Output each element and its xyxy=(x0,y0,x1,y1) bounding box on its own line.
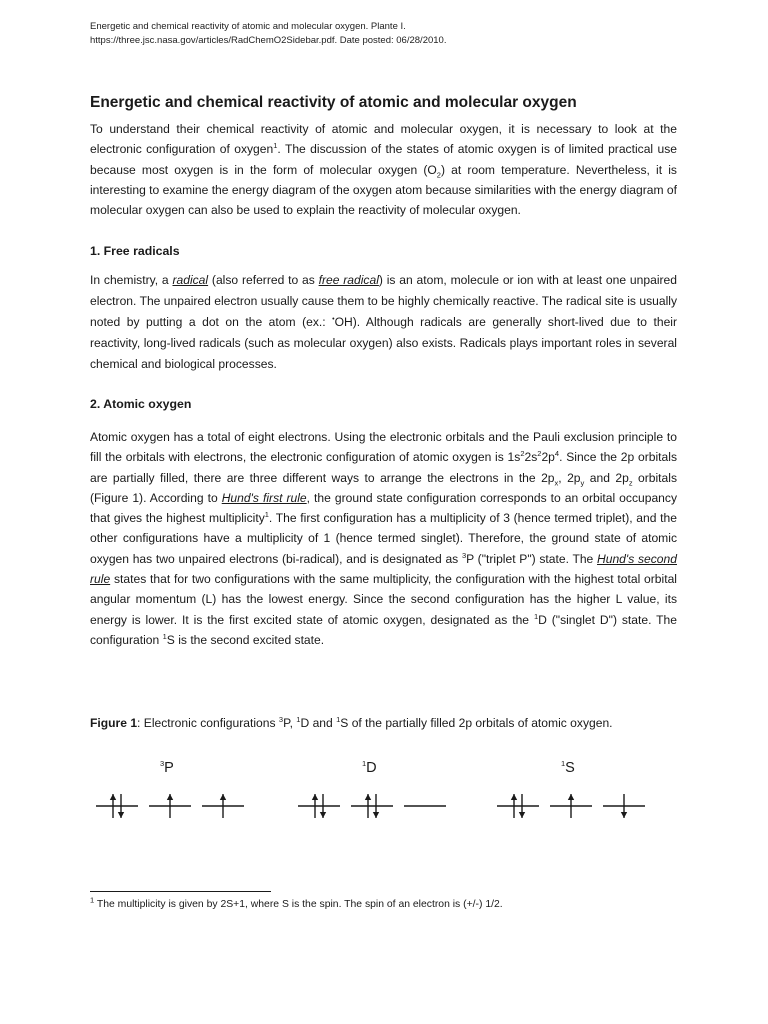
superscript: 3 xyxy=(461,550,467,560)
footnote-text: The multiplicity is given by 2S+1, where S is the spin. The spin of an electron is (+/-) 1/2. xyxy=(94,899,503,910)
figure-caption xyxy=(90,713,690,733)
superscript: 1 xyxy=(162,631,167,641)
footnote-ref[interactable]: 1 xyxy=(273,141,278,151)
spin-up-arrowhead xyxy=(568,794,574,800)
caption-text-3: D and xyxy=(300,716,337,730)
atomic-text-2: . Since the 2p orbitals are partially filled, there are three different ways to arrange the electrons in the 2p xyxy=(90,450,677,485)
section-heading-free-radicals: 1. Free radicals xyxy=(90,244,180,258)
spin-up-arrowhead xyxy=(365,794,371,800)
superscript: 2 xyxy=(520,449,525,459)
spin-up-arrowhead xyxy=(312,794,318,800)
free-radical-link[interactable]: free radical xyxy=(318,273,379,287)
orbital-diagram xyxy=(0,780,768,830)
header-citation: Energetic and chemical reactivity of atomic and molecular oxygen. Plante I. xyxy=(90,21,406,32)
hydroxyl-formula: OH xyxy=(334,315,353,329)
caption-text-1: : Electronic configurations xyxy=(137,716,279,730)
intro-paragraph xyxy=(90,119,677,220)
spin-up-arrowhead xyxy=(511,794,517,800)
term-letter: P xyxy=(164,760,174,776)
header-url: https://three.jsc.nasa.gov/articles/RadChemO2Sidebar.pdf. Date posted: 06/28/2010. xyxy=(90,35,447,46)
subscript: 2 xyxy=(436,170,441,179)
term-multiplicity: 1 xyxy=(362,759,367,769)
atomic-text-1b: 2s xyxy=(524,450,538,465)
radicals-text-3: ) is an atom, molecule or ion with at least one unpaired electron. The unpaired electron usually cause them to be highly chemically reactive. The radical site is usually noted by putting a dot on the atom (ex.: xyxy=(90,273,677,329)
atomic-text-11: S is the second excited state. xyxy=(166,632,325,647)
radicals-text-4: ). Although radicals are generally short-lived due to their reactivity, long-lived radicals (such as molecular oxygen) also exists. Radicals plays important roles in several chemical and biological processes. xyxy=(90,315,678,371)
spin-down-arrowhead xyxy=(519,812,525,818)
atomic-text-1: Atomic oxygen has a total of eight electrons. Using the electronic orbitals and the Pauli exclusion principle to fill the orbitals with electrons, the electronic configuration of atomic oxygen is 1s xyxy=(90,430,677,465)
spin-down-arrowhead xyxy=(320,812,326,818)
superscript: 2 xyxy=(537,449,542,459)
footnote-divider xyxy=(90,891,271,892)
radical-link[interactable]: radical xyxy=(172,273,209,287)
footnote-number: 1 xyxy=(90,895,95,905)
term-letter: S xyxy=(565,760,575,776)
subscript: z xyxy=(628,478,633,487)
spin-up-arrowhead xyxy=(167,794,173,800)
spin-down-arrowhead xyxy=(621,812,627,818)
caption-text-2: P, xyxy=(283,716,297,730)
atomic-text-6: , the ground state configuration corresponds to an orbital occupancy that gives the highest multiplicity xyxy=(90,490,677,526)
spin-down-arrowhead xyxy=(118,812,124,818)
subscript: y xyxy=(580,478,585,487)
atomic-text-4: and 2p xyxy=(584,470,629,485)
superscript: 1 xyxy=(296,714,301,724)
intro-text-2: . The discussion of the states of atomic oxygen is of limited practical use because most oxygen is in the form of molecular oxygen (O xyxy=(90,142,677,177)
page-title: Energetic and chemical reactivity of atomic and molecular oxygen xyxy=(90,94,577,111)
superscript: 1 xyxy=(533,611,539,621)
radical-dot: • xyxy=(332,315,335,323)
atomic-oxygen-paragraph xyxy=(90,427,677,650)
superscript: 1 xyxy=(336,714,341,724)
atomic-text-1c: 2p xyxy=(541,450,555,465)
footnote xyxy=(90,897,690,913)
intro-text-1: To understand their chemical reactivity of atomic and molecular oxygen, it is necessary to look at the electronic configuration of oxygen xyxy=(90,122,677,157)
atomic-text-3: , 2p xyxy=(558,470,581,485)
atomic-text-10: D ("singlet D") state. The configuration xyxy=(90,612,677,647)
hunds-second-rule-link[interactable]: Hund's second rule xyxy=(90,551,677,587)
radicals-text-1: In chemistry, a xyxy=(90,273,173,287)
page-header xyxy=(90,20,690,48)
atomic-text-9: states that for two configurations with the same multiplicity, the configuration with the highest total orbital angular momentum (L) has the lowest energy. Since the second configuration has the higher L value, its energy is lower. It is the first excited state of atomic oxygen, designated as the xyxy=(90,572,677,627)
caption-text-4: S of the partially filled 2p orbitals of atomic oxygen. xyxy=(340,716,613,730)
figure-label: Figure 1 xyxy=(90,716,138,730)
intro-text-3: ) at room temperature. Nevertheless, it is interesting to examine the energy diagram of the oxygen atom because similarities with the energy diagram of molecular oxygen can also be used to explain the reactivity of molecular oxygen. xyxy=(90,162,677,218)
footnote-ref[interactable]: 1 xyxy=(264,510,269,520)
spin-up-arrowhead xyxy=(220,794,226,800)
spin-down-arrowhead xyxy=(373,812,379,818)
radicals-text-2: (also referred to as xyxy=(208,273,319,287)
atomic-text-8: P ("triplet P") state. The xyxy=(466,551,597,566)
term-multiplicity: 3 xyxy=(160,759,165,769)
term-letter: D xyxy=(366,760,377,776)
term-multiplicity: 1 xyxy=(561,759,566,769)
free-radicals-paragraph xyxy=(90,270,677,375)
term-symbol-triplet-p xyxy=(160,760,174,776)
superscript: 3 xyxy=(278,714,284,724)
atomic-text-5: orbitals (Figure 1). According to xyxy=(90,470,677,505)
hunds-first-rule-link[interactable]: Hund's first rule xyxy=(221,490,307,505)
superscript: 4 xyxy=(554,449,560,459)
section-heading-atomic-oxygen: 2. Atomic oxygen xyxy=(90,397,192,411)
subscript: x xyxy=(554,478,559,487)
term-symbol-singlet-d xyxy=(362,760,377,776)
term-symbol-singlet-s xyxy=(561,760,575,776)
spin-up-arrowhead xyxy=(110,794,116,800)
atomic-text-7: . The first configuration has a multiplicity of 3 (hence termed triplet), and the other configurations have a multiplicity of 1 (hence termed singlet). Therefore, the ground state of atomic oxygen has two unpaired electrons (bi-radical), and is designated as xyxy=(90,511,677,566)
